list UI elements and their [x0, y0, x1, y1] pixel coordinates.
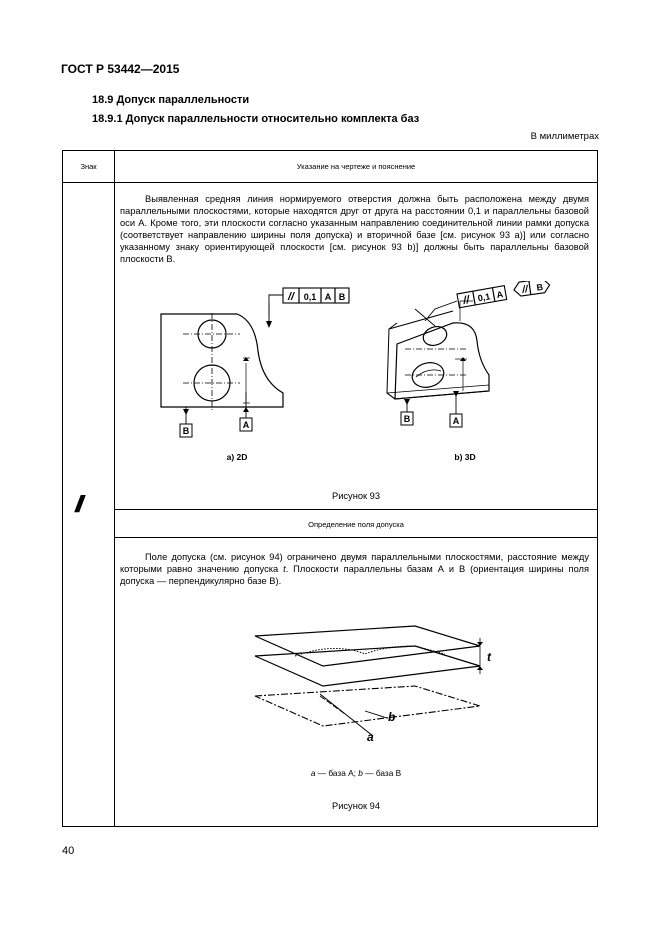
orientation-plane-symbol: //	[521, 284, 529, 296]
page-number: 40	[62, 845, 75, 857]
datum-b-label: b	[388, 710, 396, 724]
figure-94	[115, 606, 597, 746]
datum-a-label: a	[367, 730, 374, 744]
frame-3d-value: 0,1	[476, 291, 492, 304]
column-header-sign: Знак	[80, 162, 97, 171]
zone-heading-top-divider	[114, 509, 597, 510]
figure-93	[115, 281, 597, 501]
figure-94-caption: Рисунок 94	[332, 801, 380, 811]
datum-b-3d: B	[403, 414, 411, 424]
frame-2d-datum-a: A	[324, 292, 332, 302]
header-divider	[63, 182, 597, 183]
frame-2d-value: 0,1	[303, 292, 317, 302]
datum-b-2d: B	[182, 426, 190, 436]
datum-a-2d: A	[242, 420, 250, 430]
zone-heading-bottom-divider	[114, 537, 597, 538]
figure-93-caption: Рисунок 93	[332, 491, 380, 501]
zone-paragraph: Поле допуска (см. рисунок 94) ограничено двумя параллельными плоскостями, расстояние между которыми равно значению допуска t. Плоскости параллельны базам А и В (ориентация ширины поля допуска — перпендикулярно базе В).	[120, 552, 590, 587]
frame-3d-datum-a: A	[495, 289, 504, 301]
zone-heading: Определение поля допуска	[308, 520, 404, 529]
frame-2d-symbol: //	[287, 291, 295, 303]
column-header-indication: Указание на чертеже и пояснение	[296, 162, 416, 171]
part-2d-outline	[161, 314, 283, 407]
frame-2d-datum-b: B	[338, 292, 346, 302]
document-header: ГОСТ Р 53442—2015	[61, 62, 180, 76]
figure-93a-label: a) 2D	[226, 452, 248, 462]
specification-table	[62, 150, 598, 827]
figure-94-legend: a — база А; b — база В	[310, 768, 402, 778]
datum-a-3d: A	[452, 416, 460, 426]
description-paragraph: Выявленная средняя линия нормируемого отверстия должна быть расположена между двумя параллельными плоскостями, которые находятся друг от друга на расстоянии 0,1 и параллельны базовой оси А. Кроме того, эти плоскости согласно указанным направлению соединительной линии рамки допуска (соответствует направлению ширины поля допуска) и вторичной базе [см. рисунок 93 а)] или согласно указанному знаку ориентирующей плоскости [см. рисунок 93 b)] должны быть параллельны базовой плоскости В.	[120, 194, 589, 265]
tolerance-t-label: t	[487, 650, 491, 664]
units-note: В миллиметрах	[530, 131, 599, 142]
frame-3d-symbol: //	[462, 294, 471, 307]
section-title: 18.9 Допуск параллельности	[92, 94, 250, 106]
orientation-plane-datum-b: B	[535, 281, 544, 293]
parallelism-symbol: //	[75, 491, 80, 517]
figure-93b-label: b) 3D	[454, 452, 476, 462]
subsection-title: 18.9.1 Допуск параллельности относительно комплекта баз	[92, 113, 420, 125]
